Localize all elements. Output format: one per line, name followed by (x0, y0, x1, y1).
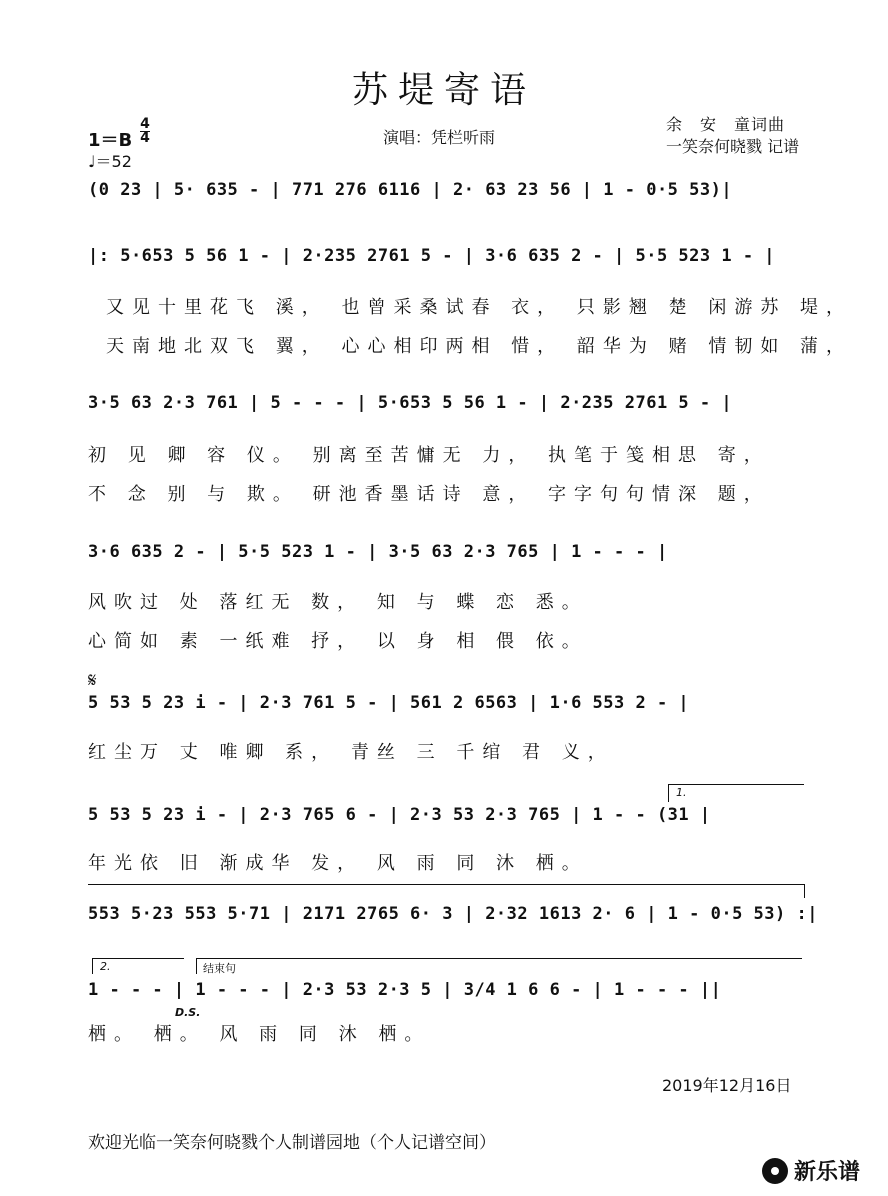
score-row-5-notes: 5 53 5 23 i - | 2·3 761 5 - | 561 2 6563 | 1·6 553 2 - | (88, 693, 690, 713)
lyricist-composer: 余 安 童词曲 (666, 115, 786, 134)
vinyl-record-icon (762, 1158, 788, 1184)
volta-2-label: 2. (100, 960, 111, 973)
score-row-3-lyrics-verse-1: 初 见 卿 容 仪。 别离至苦慵无 力， 执笔于笺相思 寄， (88, 445, 770, 466)
score-row-8-lyrics: 栖。 栖。 风 雨 同 沐 栖。 (88, 1024, 431, 1045)
interlude-bracket-right (804, 884, 805, 898)
time-signature-bottom: 4 (140, 130, 150, 146)
score-row-2-lyrics-verse-2: 天南地北双飞 翼， 心心相印两相 惜， 韶华为 赌 情韧如 蒲， (106, 336, 853, 357)
transcription-date: 2019年12月16日 (662, 1076, 792, 1095)
volta-2-bracket-left (92, 958, 93, 974)
ending-bracket-top (196, 958, 802, 959)
score-row-5-lyrics: 红尘万 丈 唯卿 系， 青丝 三 千绾 君 义， (88, 742, 614, 763)
brand-name: 新乐谱 (794, 1160, 861, 1185)
time-signature-top: 4 (140, 116, 150, 132)
key-signature: 1＝B (88, 130, 133, 151)
score-row-3-lyrics-verse-2: 不 念 别 与 欺。 研池香墨话诗 意， 字字句句情深 题， (88, 484, 770, 505)
footer-welcome-text: 欢迎光临一笑奈何晓戮个人制谱园地（个人记谱空间） (88, 1133, 496, 1153)
score-row-2-lyrics-verse-1: 又见十里花飞 溪， 也曾采桑试春 衣， 只影翘 楚 闲游苏 堤， (106, 297, 853, 318)
score-row-3-notes: 3·5 63 2·3 761 | 5 - - - | 5·653 5 56 1 - | 2·235 2761 5 - | (88, 393, 733, 413)
score-row-4-notes: 3·6 635 2 - | 5·5 523 1 - | 3·5 63 2·3 765 | 1 - - - | (88, 542, 668, 562)
score-row-8-notes: 1 - - - | 1 - - - | 2·3 53 2·3 5 | 3/4 1 6 6 - | 1 - - - || (88, 980, 722, 1000)
performer: 演唱：凭栏听雨 (383, 128, 496, 147)
ending-bracket-left (196, 958, 197, 974)
song-title: 苏堤寄语 (351, 70, 536, 111)
score-row-6-notes: 5 53 5 23 i - | 2·3 765 6 - | 2·3 53 2·3 765 | 1 - - (31 | (88, 805, 711, 825)
transcriber: 一笑奈何晓戮 记谱 (666, 137, 800, 156)
score-row-1-notes: (0 23 | 5· 635 - | 771 276 6116 | 2· 63 23 56 | 1 - 0·5 53)| (88, 180, 733, 200)
ending-label: 结束句 (203, 962, 236, 975)
brand-logo (762, 1155, 860, 1186)
volta-1-label: 1. (676, 786, 687, 799)
score-row-4-lyrics-verse-1: 风吹过 处 落红无 数， 知 与 蝶 恋 悉。 (88, 592, 588, 613)
da-segno-mark: D.S. (175, 1006, 201, 1019)
score-row-7-notes: 553 5·23 553 5·71 | 2171 2765 6· 3 | 2·32 1613 2· 6 | 1 - 0·5 53) :| (88, 904, 818, 924)
volta-2-bracket-top (92, 958, 184, 959)
volta-1-bracket-left (668, 784, 669, 802)
time-signature (140, 118, 150, 145)
segno-sign: 𝄋 (88, 668, 97, 692)
interlude-bracket-top (88, 884, 804, 885)
score-row-6-lyrics: 年光依 旧 渐成华 发， 风 雨 同 沐 栖。 (88, 853, 588, 874)
volta-1-bracket-top (668, 784, 804, 785)
tempo-marking: ♩＝52 (88, 152, 132, 171)
score-row-4-lyrics-verse-2: 心简如 素 一纸难 抒， 以 身 相 偎 依。 (88, 631, 588, 652)
score-row-2-notes: |: 5·653 5 56 1 - | 2·235 2761 5 - | 3·6 635 2 - | 5·5 523 1 - | (88, 246, 776, 266)
